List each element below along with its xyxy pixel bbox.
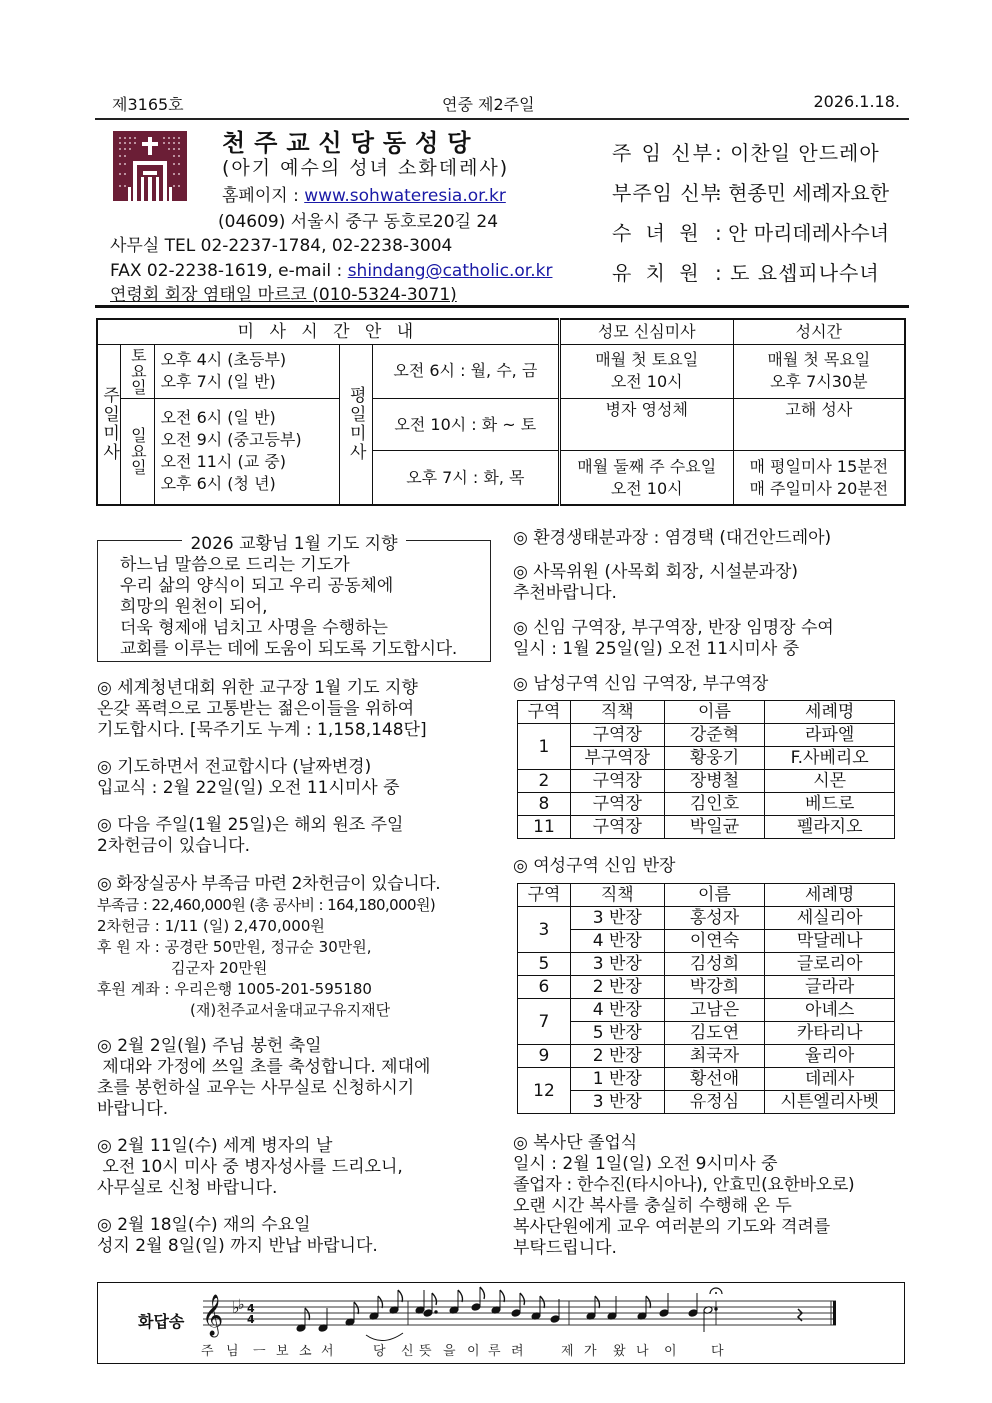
zone-cell: 1	[518, 724, 571, 770]
weekday-time-2: 오전 10시 : 화 ~ 토	[372, 398, 559, 450]
marian-mass-line: 매월 첫 토요일	[595, 350, 699, 370]
saturday-times	[154, 344, 339, 398]
notice-overseas-aid	[97, 815, 403, 857]
table-row	[518, 1068, 895, 1091]
women-group-table	[517, 883, 895, 1114]
name-cell: 고남은	[664, 999, 765, 1022]
confession-title: 고해 성사	[733, 398, 905, 450]
table-row	[518, 930, 895, 953]
sick-communion-line: 오전 10시	[610, 478, 683, 498]
notice-line: ◎ 신임 구역장, 부구역장, 반장 임명장 수여	[513, 618, 834, 638]
notice-line: ◎ 사목위원 (사목회 회장, 시설분과장)	[513, 562, 799, 582]
table-row	[518, 816, 895, 839]
role-cell: 5 반장	[570, 1022, 664, 1045]
lyric-syllable: 주	[201, 1344, 214, 1359]
holy-hour-title: 성시간	[733, 319, 905, 344]
notice-line: 사무실로 신청 바랍니다.	[97, 1178, 278, 1198]
table-row	[518, 747, 895, 770]
staff-row	[612, 140, 902, 180]
notice-environment-chair: ◎ 환경생태분과장 : 염경택 (대건안드레아)	[513, 528, 832, 548]
confession-detail	[733, 451, 905, 505]
notice-line: (재)천주교서울대교구유지재단	[190, 1001, 391, 1019]
saturday-time: 오후 4시 (초등부)	[160, 350, 287, 370]
bulletin-date: 2026.1.18.	[813, 92, 900, 111]
role-cell: 4 반장	[570, 930, 664, 953]
column-header: 구역	[518, 701, 571, 724]
table-row	[518, 953, 895, 976]
notice-evangelize	[97, 757, 400, 799]
staff-role: 주 임 신부	[612, 141, 714, 165]
notice-altar-servers	[513, 1133, 854, 1259]
table-row	[518, 1022, 895, 1045]
zone-cell: 11	[518, 816, 571, 839]
baptismal-name-cell: F.사베리오	[765, 747, 895, 770]
notice-line: 후 원 자 : 공경란 50만원, 정규순 30만원,	[97, 938, 372, 956]
weekday-time-3: 오후 7시 : 화, 목	[372, 451, 559, 505]
email-link[interactable]: shindang@catholic.or.kr	[347, 261, 553, 281]
confession-line: 매 평일미사 15분전	[749, 456, 889, 476]
column-header: 직책	[570, 701, 664, 724]
staff-name: : 안 마리데레사수녀	[715, 221, 890, 245]
treble-clef-icon: 𝄞	[202, 1295, 224, 1336]
table-row	[518, 976, 895, 999]
saturday-time: 오후 7시 (일 반)	[160, 372, 276, 392]
notice-line: ◎ 2월 11일(수) 세계 병자의 날	[97, 1136, 333, 1156]
baptismal-name-cell: 시튼엘리사벳	[765, 1091, 895, 1114]
notice-world-sick-day	[97, 1136, 403, 1199]
lyric-syllable: 뜻	[419, 1344, 432, 1359]
baptismal-name-cell: 글로리아	[765, 953, 895, 976]
notice-presentation-feast	[97, 1036, 430, 1120]
flat-sign-icon: ♭	[238, 1297, 245, 1313]
name-cell: 김도연	[664, 1022, 765, 1045]
notice-pastoral-committee	[513, 562, 798, 604]
baptismal-name-cell: 펠라지오	[765, 816, 895, 839]
mass-schedule-title: 미 사 시 간 안 내	[97, 319, 559, 344]
role-cell: 구역장	[570, 816, 664, 839]
mass-schedule-table	[96, 318, 906, 506]
notice-line: ◎ 2월 2일(월) 주님 봉헌 축일	[97, 1036, 322, 1056]
sunday-time: 오전 6시 (일 반)	[160, 408, 276, 428]
holy-hour-detail	[733, 344, 905, 398]
name-cell: 강준혁	[664, 724, 765, 747]
confession-line: 매 주일미사 20분전	[749, 478, 889, 498]
council-contact: 연령회 회장 염태일 마르코 (010-5324-3071)	[110, 285, 457, 305]
lyric-syllable: 가	[584, 1344, 597, 1359]
column-header: 이름	[664, 884, 765, 907]
psalm-label: 화답송	[138, 1312, 185, 1331]
role-cell: 3 반장	[570, 953, 664, 976]
lyric-syllable: 소	[299, 1344, 312, 1359]
notice-line: 복사단원에게 교우 여러분의 기도와 격려를	[513, 1217, 831, 1237]
notice-appointment	[513, 618, 834, 660]
lyric-syllable: 이	[664, 1344, 677, 1359]
flat-sign-icon: ♭	[232, 1298, 240, 1317]
notice-line: ◎ 복사단 졸업식	[513, 1133, 638, 1153]
staff-role: 부주임 신부	[612, 181, 721, 205]
notice-line: 초를 봉헌하실 교우는 사무실로 신청하시기	[97, 1078, 415, 1098]
lyric-syllable: 이	[467, 1344, 480, 1359]
table-row	[518, 770, 895, 793]
lyric-syllable: 루	[488, 1344, 501, 1359]
zone-cell: 8	[518, 793, 571, 816]
role-cell: 2 반장	[570, 976, 664, 999]
fax-label: FAX 02-2238-1619, e-mail :	[110, 261, 348, 281]
women-group-title: ◎ 여성구역 신임 반장	[513, 856, 676, 876]
table-row	[518, 1091, 895, 1114]
notice-line: 졸업자 : 한수진(타시아나), 안효민(요한바오로)	[513, 1175, 855, 1195]
sick-communion-detail	[559, 451, 733, 505]
notice-line: 오전 10시 미사 중 병자성사를 드리오니,	[97, 1157, 403, 1177]
notice-line: 추천바랍니다.	[513, 583, 617, 603]
staff-list	[612, 140, 902, 300]
notice-line: 기도합시다. [묵주기도 누계 : 1,158,148단]	[97, 720, 427, 740]
baptismal-name-cell: 베드로	[765, 793, 895, 816]
staff-row	[612, 220, 902, 260]
holy-hour-line: 매월 첫 목요일	[767, 350, 871, 370]
notice-line: ◎ 화장실공사 부족금 마련 2차헌금이 있습니다.	[97, 874, 441, 894]
notice-line: 부족금 : 22,460,000원 (총 공사비 : 164,180,000원)	[97, 896, 436, 914]
baptismal-name-cell: 카타리나	[765, 1022, 895, 1045]
lyric-syllable: 을	[443, 1344, 456, 1359]
name-cell: 박강희	[664, 976, 765, 999]
baptismal-name-cell: 시몬	[765, 770, 895, 793]
staff-role: 수 녀 원	[612, 221, 703, 245]
notice-youth-day	[97, 678, 427, 741]
baptismal-name-cell: 율리아	[765, 1045, 895, 1068]
role-cell: 3 반장	[570, 907, 664, 930]
music-note	[471, 1303, 481, 1312]
notice-line: 온갖 폭력으로 고통받는 젊은이들을 위하여	[97, 699, 415, 719]
lyric-syllable: ㅡ	[253, 1344, 266, 1359]
staff-name: : 도 요셉피나수녀	[715, 261, 880, 285]
sunday-mass-label: 주일미사	[97, 344, 121, 505]
table-row	[518, 793, 895, 816]
men-group-table	[517, 700, 895, 839]
table-row	[518, 999, 895, 1022]
sick-communion-line: 매월 둘째 주 수요일	[577, 456, 717, 476]
prayer-lines	[120, 555, 457, 660]
liturgical-week: 연중 제2주일	[442, 95, 535, 114]
weekday-time-1: 오전 6시 : 월, 수, 금	[372, 344, 559, 398]
name-cell: 김인호	[664, 793, 765, 816]
name-cell: 김성희	[664, 953, 765, 976]
saturday-label: 토요일	[121, 344, 154, 398]
zone-cell: 9	[518, 1045, 571, 1068]
lyric-syllable: 제	[561, 1344, 574, 1359]
name-cell: 박일균	[664, 816, 765, 839]
baptismal-name-cell: 아녜스	[765, 999, 895, 1022]
issue-number: 제3165호	[112, 95, 184, 114]
sunday-day-label: 일요일	[121, 398, 154, 505]
music-note	[659, 1309, 669, 1318]
notice-line: 성지 2월 8일(일) 까지 반납 바랍니다.	[97, 1236, 378, 1256]
zone-cell: 5	[518, 953, 571, 976]
role-cell: 구역장	[570, 793, 664, 816]
responsorial-psalm-box	[97, 1282, 905, 1364]
men-group-title: ◎ 남성구역 신임 구역장, 부구역장	[513, 674, 769, 694]
zone-cell: 7	[518, 999, 571, 1045]
lyric-syllable: 님	[226, 1344, 239, 1359]
notice-line: 후원 계좌 : 우리은행 1005-201-595180	[97, 980, 372, 998]
name-cell: 유정심	[664, 1091, 765, 1114]
fax-email-line	[110, 260, 552, 282]
staff-name: : 현종민 세례자요한	[715, 181, 890, 205]
prayer-title-row	[97, 529, 491, 554]
prayer-line: 교회를 이루는 데에 도움이 되도록 기도합시다.	[120, 639, 457, 659]
lyric-syllable: 서	[321, 1344, 334, 1359]
notice-line: 김군자 20만원	[171, 959, 268, 977]
notice-line: 2차헌금 : 1/11 (일) 2,470,000원	[97, 917, 325, 935]
role-cell: 구역장	[570, 770, 664, 793]
parish-name: 천주교신당동성당	[222, 129, 480, 157]
svg-text:4: 4	[247, 1313, 255, 1326]
parish-patron: (아기 예수의 성녀 소화데레사)	[222, 157, 510, 179]
music-note	[688, 1309, 698, 1318]
table-row	[518, 907, 895, 930]
role-cell: 4 반장	[570, 999, 664, 1022]
baptismal-name-cell: 막달레나	[765, 930, 895, 953]
svg-text:4: 4	[247, 1302, 255, 1315]
prayer-line: 우리 삶의 양식이 되고 우리 공동체에	[120, 576, 394, 596]
lyric-syllable: 다	[711, 1344, 724, 1359]
role-cell: 1 반장	[570, 1068, 664, 1091]
notice-line: ◎ 기도하면서 전교합시다 (날짜변경)	[97, 757, 372, 777]
staff-name: : 이찬일 안드레아	[715, 141, 880, 165]
office-tel: 사무실 TEL 02-2237-1784, 02-2238-3004	[110, 236, 453, 256]
music-note	[550, 1315, 560, 1324]
zone-cell: 6	[518, 976, 571, 999]
staff-role: 유 치 원	[612, 261, 703, 285]
name-cell: 이연숙	[664, 930, 765, 953]
prayer-intention-box	[97, 541, 491, 662]
weekday-mass-label: 평일미사	[339, 344, 372, 505]
staff-row	[612, 260, 902, 300]
homepage-line	[222, 185, 506, 207]
prayer-line: 희망의 원천이 되어,	[120, 597, 268, 617]
info-divider	[95, 305, 909, 308]
marian-mass-title: 성모 신심미사	[559, 319, 733, 344]
notice-line: 바랍니다.	[97, 1099, 169, 1119]
baptismal-name-cell: 라파엘	[765, 724, 895, 747]
sunday-times	[154, 398, 339, 505]
marian-mass-line: 오전 10시	[610, 372, 683, 392]
bulletin-header	[112, 92, 900, 114]
role-cell: 2 반장	[570, 1045, 664, 1068]
sunday-time: 오전 11시 (교 중)	[160, 452, 286, 472]
column-header: 구역	[518, 884, 571, 907]
lyric-syllable: 신	[401, 1344, 414, 1359]
header-divider	[95, 118, 909, 120]
notice-line: 부탁드립니다.	[513, 1238, 617, 1258]
notice-line: 입교식 : 2월 22일(일) 오전 11시미사 중	[97, 778, 400, 798]
notice-line: ◎ 2월 18일(수) 재의 수요일	[97, 1215, 311, 1235]
name-cell: 황웅기	[664, 747, 765, 770]
notice-line: 2차헌금이 있습니다.	[97, 836, 250, 856]
music-note	[511, 1309, 521, 1318]
role-cell: 구역장	[570, 724, 664, 747]
staff-row	[612, 180, 902, 220]
notice-line: 오랜 시간 복사를 충실히 수행해 온 두	[513, 1196, 792, 1216]
baptismal-name-cell: 세실리아	[765, 907, 895, 930]
prayer-intention-title: 2026 교황님 1월 기도 지향	[182, 534, 405, 554]
zone-cell: 12	[518, 1068, 571, 1114]
name-cell: 홍성자	[664, 907, 765, 930]
holy-hour-line: 오후 7시30분	[770, 372, 868, 392]
name-cell: 최국자	[664, 1045, 765, 1068]
notice-line: 일시 : 1월 25일(일) 오전 11시미사 중	[513, 639, 800, 659]
parish-logo	[113, 131, 187, 201]
sick-communion-title: 병자 영성체	[559, 398, 733, 450]
name-cell: 장병철	[664, 770, 765, 793]
homepage-link[interactable]: www.sohwateresia.or.kr	[304, 186, 506, 206]
baptismal-name-cell: 데레사	[765, 1068, 895, 1091]
column-header: 직책	[570, 884, 664, 907]
marian-mass-detail	[559, 344, 733, 398]
notice-line: ◎ 세계청년대회 위한 교구장 1월 기도 지향	[97, 678, 418, 698]
column-header: 이름	[664, 701, 765, 724]
lyric-syllable: 당	[373, 1344, 386, 1359]
notice-ash-wednesday	[97, 1215, 378, 1257]
lyric-syllable: 나	[636, 1344, 649, 1359]
notice-line: 일시 : 2월 1일(일) 오전 9시미사 중	[513, 1154, 778, 1174]
column-header: 세례명	[765, 701, 895, 724]
lyric-syllable: 려	[511, 1344, 524, 1359]
zone-cell: 2	[518, 770, 571, 793]
lyric-syllable: 보	[276, 1344, 289, 1359]
sunday-time: 오전 9시 (중고등부)	[160, 430, 302, 450]
notice-restroom-fund	[97, 874, 440, 1021]
table-row	[518, 724, 895, 747]
prayer-line: 하느님 말씀으로 드리는 기도가	[120, 555, 350, 575]
name-cell: 황선애	[664, 1068, 765, 1091]
parish-address: (04609) 서울시 중구 동호로20길 24	[218, 212, 499, 232]
column-header: 세례명	[765, 884, 895, 907]
lyric-syllable: 왔	[613, 1344, 626, 1359]
psalm-lyrics	[98, 1340, 906, 1360]
prayer-line: 더욱 형제애 넘치고 사명을 수행하는	[120, 618, 388, 638]
notice-line: ◎ 다음 주일(1월 25일)은 해외 원조 주일	[97, 815, 404, 835]
role-cell: 부구역장	[570, 747, 664, 770]
homepage-label: 홈페이지 :	[222, 186, 305, 206]
notice-line: 제대와 가정에 쓰일 초를 축성합니다. 제대에	[97, 1057, 431, 1077]
sunday-time: 오후 6시 (청 년)	[160, 474, 276, 494]
role-cell: 3 반장	[570, 1091, 664, 1114]
table-row	[518, 1045, 895, 1068]
zone-cell: 3	[518, 907, 571, 953]
baptismal-name-cell: 글라라	[765, 976, 895, 999]
